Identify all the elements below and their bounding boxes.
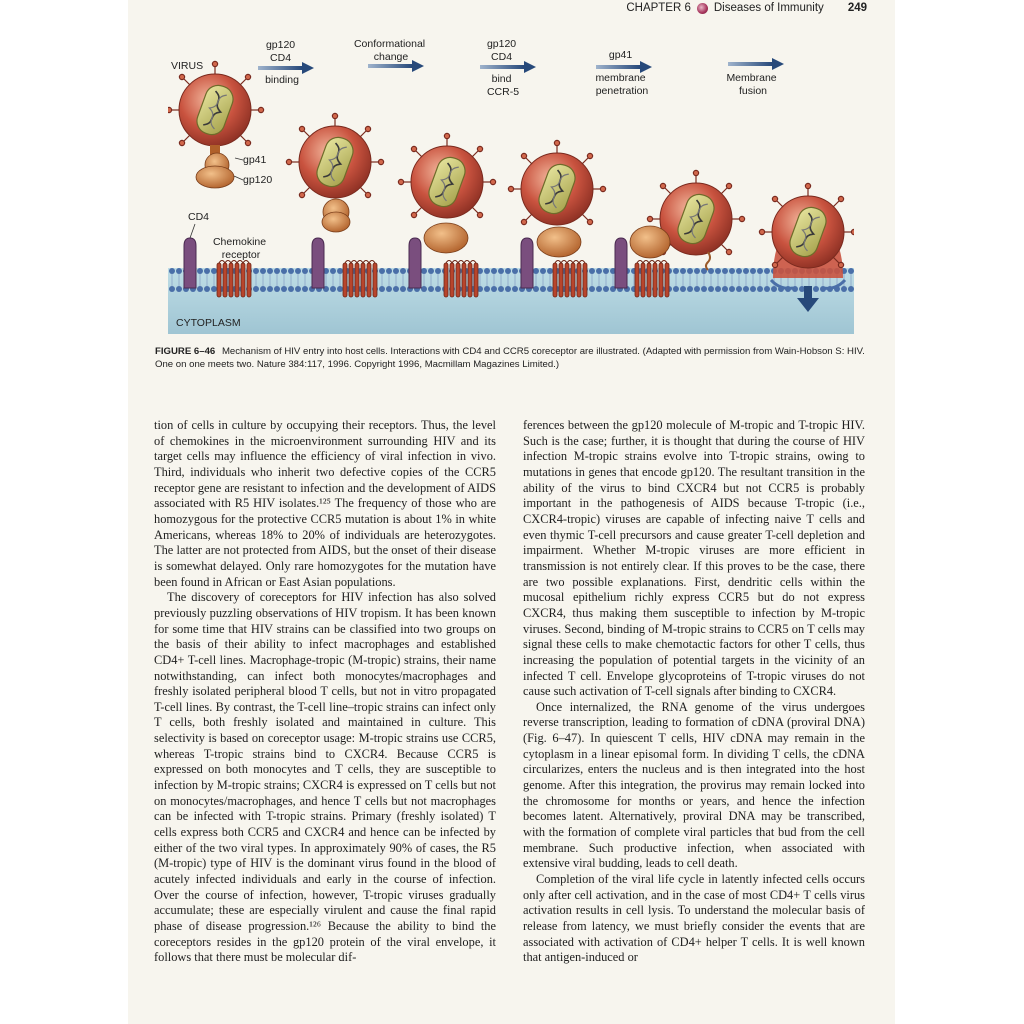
lipid-head — [400, 268, 406, 274]
lipid-head — [687, 286, 693, 292]
lipid-head — [743, 286, 749, 292]
lipid-head — [547, 286, 553, 292]
lipid-head — [813, 286, 819, 292]
lipid-head — [680, 286, 686, 292]
lipid-head — [204, 268, 210, 274]
lipid-head — [722, 286, 728, 292]
lipid-head — [750, 268, 756, 274]
lipid-head — [708, 286, 714, 292]
lipid-head — [281, 268, 287, 274]
lipid-head — [841, 286, 847, 292]
step-label-1: gp120 CD4 binding — [265, 39, 299, 86]
lipid-head — [533, 268, 539, 274]
lipid-head — [302, 268, 308, 274]
figure-label: FIGURE 6–46 — [155, 346, 216, 357]
lipid-head — [393, 268, 399, 274]
cytoplasm-region — [168, 268, 854, 334]
figure-illustration — [168, 28, 854, 334]
lipid-head — [393, 286, 399, 292]
lipid-head — [253, 286, 259, 292]
chapter-label: CHAPTER 6 — [626, 2, 691, 14]
lipid-head — [484, 268, 490, 274]
lipid-head — [603, 268, 609, 274]
lipid-head — [764, 286, 770, 292]
lipid-head — [715, 286, 721, 292]
chapter-bullet-icon — [697, 3, 708, 14]
lipid-head — [197, 268, 203, 274]
step-arrow-5 — [728, 58, 784, 70]
lipid-head — [421, 286, 427, 292]
lipid-head — [729, 286, 735, 292]
lipid-head — [169, 286, 175, 292]
paragraph: ferences between the gp120 molecule of M-tropic and T-tropic HIV. Such is the case; further, it is thought that during the course of HIV infection M-tropic strains evolve into T-tropic strains, owing to mutations in genes that encode gp120. The resultant transition in the ability of the virus to bind CXCR4 but not CCR5 is probably important in the pathogenesis of AIDS because T-tropic (i.e., CXCR4-tropic) viruses are capable of infecting naive T cells and even thymic T-cell precursors and cause greater T-cell depletion and impairment. Whether M-tropic viruses are more efficient in transmission is not entirely clear. If this proves to be the case, there are two possible explanations. First, dendritic cells within the mucosal epithelium richly express CCR5 but do not express CXCR4, thus making them susceptible to infection by M-tropic viruses. Second, binding of M-tropic strains to CCR5 on T cells may signal these cells to make chemotactic factors for other T cells, thus increasing the population of potential targets in the vicinity of an infected T cell. Envelope glycoproteins of T-tropic viruses do not cause such activation of T-cell signals after binding to CXCR4. — [523, 418, 865, 699]
step-label-4: gp41 membrane penetration — [595, 49, 649, 97]
lipid-head — [379, 286, 385, 292]
lipid-head — [743, 268, 749, 274]
step-label-2: Conformational change — [353, 38, 426, 63]
lipid-head — [491, 286, 497, 292]
lipid-head — [498, 268, 504, 274]
lipid-head — [176, 286, 182, 292]
lipid-head — [512, 286, 518, 292]
label-virus: VIRUS — [171, 60, 204, 72]
lipid-head — [260, 268, 266, 274]
lipid-head — [281, 286, 287, 292]
lipid-head — [687, 268, 693, 274]
lipid-head — [701, 286, 707, 292]
label-chemokine-receptor: Chemokine receptor — [212, 236, 267, 261]
lipid-head — [736, 286, 742, 292]
lipid-head — [736, 268, 742, 274]
lipid-head — [330, 286, 336, 292]
lipid-head — [211, 286, 217, 292]
lipid-head — [715, 268, 721, 274]
lipid-head — [848, 268, 854, 274]
figure-caption — [155, 345, 873, 371]
lipid-head — [848, 286, 854, 292]
figure-hiv-entry — [168, 28, 854, 334]
lipid-head — [771, 286, 777, 292]
lipid-head — [302, 286, 308, 292]
label-cytoplasm: CYTOPLASM — [176, 317, 241, 329]
lipid-head — [673, 268, 679, 274]
lipid-head — [400, 286, 406, 292]
lipid-head — [729, 268, 735, 274]
lipid-head — [204, 286, 210, 292]
label-gp41: gp41 — [243, 154, 267, 166]
lipid-head — [176, 268, 182, 274]
lipid-head — [169, 268, 175, 274]
lipid-head — [603, 286, 609, 292]
lipid-head — [589, 268, 595, 274]
section-title: Diseases of Immunity — [713, 2, 824, 14]
lipid-head — [750, 286, 756, 292]
text-column-right — [523, 418, 865, 966]
lipid-head — [596, 286, 602, 292]
label-cd4: CD4 — [188, 211, 210, 223]
lipid-head — [596, 268, 602, 274]
lipid-head — [337, 268, 343, 274]
lipid-head — [505, 268, 511, 274]
lipid-head — [267, 268, 273, 274]
lipid-head — [211, 268, 217, 274]
lipid-head — [722, 268, 728, 274]
lipid-head — [295, 268, 301, 274]
lipid-head — [337, 286, 343, 292]
step-label-3: gp120 CD4 bind CCR-5 — [486, 38, 520, 98]
paragraph: The discovery of coreceptors for HIV infection has also solved previously puzzling observations of HIV tropism. It has been known for some time that HIV strains can be classified into two groups on the basis of their ability to infect macrophages and established CD4+ T-cell lines. Macrophage-tropic (M-tropic) strains, their name notwithstanding, can infect both monocytes/macrophages and freshly isolated peripheral blood T cells, but not in vitro propagated T-cell lines. By contrast, the T-cell line–tropic strains can infect only T cells, both freshly isolated and maintained in culture. This selectivity is based on coreceptor usage: M-tropic strains use CCR5, whereas T-tropic strains bind to CXCR4. Because CCR5 is expressed on both monocytes and T cells, they are susceptible to infection by M-tropic strains; CXCR4 is expressed on T cells but not on monocytes/macrophages, and hence T cells but not macrophages can be infected with T-tropic strains. Primary (freshly isolated) T cells express both CCR5 and CXCR4 and hence can be infected by either of the two viral types. In approximately 90% of cases, the R5 (M-tropic) type of HIV is the dominant virus found in the blood of acutely infected individuals and early in the course of infection. Over the course of infection, however, T-tropic viruses gradually accumulate; these are especially virulent and cause the final rapid phase of disease progression.¹²⁶ Because the ability to bind the coreceptors resides in the gp120 protein of the viral envelope, it follows that there must be molecular dif- — [154, 590, 496, 965]
lipid-head — [295, 286, 301, 292]
caption-text: Mechanism of HIV entry into host cells. Interactions with CD4 and CCR5 coreceptor are illustrated. (Adapted with permission from Wain-Hobson S: HIV. One on one meets two. Nature 384:117, 1996. Copyright 1996, Macmillam Magazines Limited.) — [155, 346, 865, 370]
lipid-head — [274, 286, 280, 292]
lipid-head — [498, 286, 504, 292]
lipid-head — [267, 286, 273, 292]
lipid-head — [435, 286, 441, 292]
lipid-head — [694, 286, 700, 292]
lipid-head — [708, 268, 714, 274]
lipid-head — [589, 286, 595, 292]
lipid-head — [260, 286, 266, 292]
paragraph: Completion of the viral life cycle in latently infected cells occurs only after cell activation, and in the case of most CD4+ T cells virus activation results in cell lysis. To understand the molecular basis of release from latency, we must briefly consider the events that are associated with activation of CD4+ helper T cells. It is well known that antigen-induced or — [523, 872, 865, 965]
lipid-head — [533, 286, 539, 292]
lipid-head — [386, 286, 392, 292]
lipid-head — [253, 268, 259, 274]
lipid-head — [757, 286, 763, 292]
step-label-5: Membrane fusion — [726, 72, 777, 97]
text-column-left — [154, 418, 496, 966]
lipid-head — [673, 286, 679, 292]
running-head — [626, 2, 867, 14]
lipid-head — [330, 268, 336, 274]
lipid-head — [274, 268, 280, 274]
lipid-head — [197, 286, 203, 292]
free-virus — [168, 61, 264, 188]
lipid-head — [428, 286, 434, 292]
lipid-head — [435, 268, 441, 274]
lipid-head — [764, 268, 770, 274]
lipid-head — [540, 268, 546, 274]
lipid-head — [491, 268, 497, 274]
paragraph: Once internalized, the RNA genome of the virus undergoes reverse transcription, leading to formation of cDNA (proviral DNA) (Fig. 6–47). In quiescent T cells, HIV cDNA may remain in the cytoplasm in a linear episomal form. In dividing T cells, the cDNA circularizes, enters the nucleus and is then integrated into the host genome. After this integration, the provirus may remain locked into the chromosome for months or years, and hence the infection becomes latent. Alternatively, proviral DNA may be transcribed, with the formation of complete viral particles that bud from the cell membrane. Such productive infection, when associated with extensive viral budding, leads to cell death. — [523, 699, 865, 871]
lipid-head — [680, 268, 686, 274]
lipid-head — [421, 268, 427, 274]
cd4-molecule-0 — [184, 238, 196, 288]
paragraph: tion of cells in culture by occupying their receptors. Thus, the level of chemokines in the microenvironment surrounding HIV and its target cells may influence the efficiency of viral infection in vivo. Third, individuals who inherit two defective copies of the CCR5 receptor gene are resistant to infection and the development of AIDS associated with R5 HIV isolates.¹²⁵ The frequency of those who are homozygous for the protective CCR5 mutation is about 1% in white Americans, whereas 18% to 20% of individuals are heterozygotes. The latter are not protected from AIDS, but the onset of their disease is somewhat delayed. Only rare homozygotes for the mutation have been found in African or East Asian populations. — [154, 418, 496, 589]
lipid-head — [379, 268, 385, 274]
step-arrows — [258, 58, 784, 74]
lipid-head — [540, 286, 546, 292]
lipid-head — [757, 268, 763, 274]
lipid-head — [512, 268, 518, 274]
lipid-head — [547, 268, 553, 274]
lipid-head — [484, 286, 490, 292]
lipid-head — [386, 268, 392, 274]
page-number: 249 — [847, 2, 867, 14]
book-page — [128, 0, 895, 1024]
lipid-head — [694, 268, 700, 274]
label-gp120: gp120 — [243, 174, 273, 186]
lipid-head — [288, 268, 294, 274]
lipid-head — [428, 268, 434, 274]
lipid-head — [505, 286, 511, 292]
lipid-head — [288, 286, 294, 292]
